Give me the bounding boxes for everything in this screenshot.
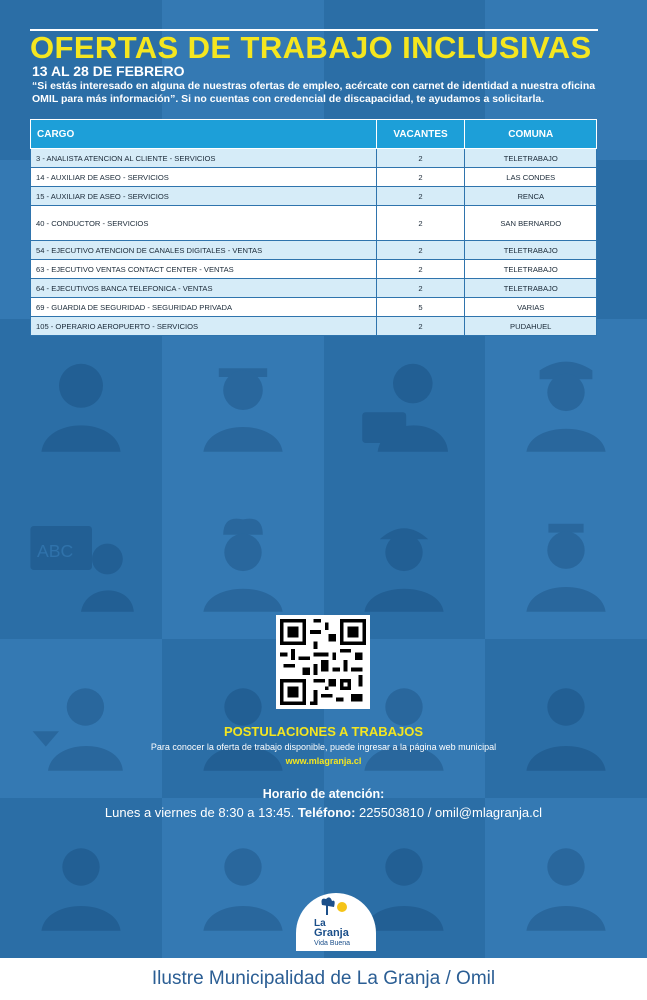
- cell-comuna: SAN BERNARDO: [465, 206, 597, 241]
- cell-vacantes: 2: [376, 187, 465, 206]
- column-header-vacantes: VACANTES: [376, 120, 465, 149]
- cell-cargo: 105 - OPERARIO AEROPUERTO - SERVICIOS: [31, 317, 377, 336]
- cell-cargo: 3 - ANALISTA ATENCION AL CLIENTE - SERVICIOS: [31, 149, 377, 168]
- cell-comuna: LAS CONDES: [465, 168, 597, 187]
- phone-label: Teléfono:: [297, 805, 356, 820]
- hours-line: [0, 805, 647, 820]
- job-offers-table: [30, 119, 597, 336]
- cell-comuna: TELETRABAJO: [465, 279, 597, 298]
- table-row: [31, 298, 597, 317]
- table-row: [31, 187, 597, 206]
- cell-vacantes: 2: [376, 317, 465, 336]
- phone-contact: 225503810 / omil@mlagranja.cl: [355, 805, 543, 820]
- website-link[interactable]: www.mlagranja.cl: [285, 756, 362, 766]
- municipality-logo: [296, 893, 376, 951]
- cell-vacantes: 2: [376, 168, 465, 187]
- background-tile-text: ABC: [36, 540, 74, 561]
- cell-vacantes: 2: [376, 149, 465, 168]
- cell-comuna: TELETRABAJO: [465, 241, 597, 260]
- table-row: [31, 279, 597, 298]
- intro-text: “Si estás interesado en alguna de nuestras ofertas de empleo, acércate con carnet de identidad a nuestra oficina OMIL para más información”. Si no cuentas con credencial de discapacidad, te ayudamos a solicitarla.: [32, 80, 596, 105]
- hours-schedule: Lunes a viernes de 8:30 a 13:45.: [104, 805, 295, 820]
- cell-cargo: 64 - EJECUTIVOS BANCA TELEFONICA - VENTAS: [31, 279, 377, 298]
- cell-cargo: 69 - GUARDIA DE SEGURIDAD - SEGURIDAD PRIVADA: [31, 298, 377, 317]
- table-header-row: [31, 120, 597, 149]
- cell-vacantes: 2: [376, 260, 465, 279]
- date-range: 13 AL 28 DE FEBRERO: [32, 63, 185, 79]
- cell-cargo: 14 - AUXILIAR DE ASEO - SERVICIOS: [31, 168, 377, 187]
- hours-title: Horario de atención:: [262, 787, 385, 801]
- table-row: [31, 149, 597, 168]
- logo-text-la: La: [314, 918, 326, 929]
- cell-vacantes: 5: [376, 298, 465, 317]
- table-row: [31, 260, 597, 279]
- page-title: OFERTAS DE TRABAJO INCLUSIVAS: [30, 30, 592, 65]
- logo-mark-icon: [322, 897, 348, 915]
- cell-cargo: 54 - EJECUTIVO ATENCION DE CANALES DIGITALES - VENTAS: [31, 241, 377, 260]
- cell-comuna: PUDAHUEL: [465, 317, 597, 336]
- cell-cargo: 63 - EJECUTIVO VENTAS CONTACT CENTER - VENTAS: [31, 260, 377, 279]
- table-row: [31, 206, 597, 241]
- cell-vacantes: 2: [376, 279, 465, 298]
- cell-comuna: TELETRABAJO: [465, 149, 597, 168]
- footer-text: Ilustre Municipalidad de La Granja / Omil: [151, 968, 496, 989]
- footer: [0, 958, 647, 1000]
- logo-text-granja: Granja: [314, 927, 349, 939]
- qr-code[interactable]: [276, 615, 370, 709]
- cell-cargo: 40 - CONDUCTOR - SERVICIOS: [31, 206, 377, 241]
- logo-tagline: Vida Buena: [314, 940, 351, 947]
- cell-vacantes: 2: [376, 241, 465, 260]
- applications-text: Para conocer la oferta de trabajo disponible, puede ingresar a la página web municipal: [150, 742, 497, 752]
- cell-comuna: VARIAS: [465, 298, 597, 317]
- column-header-cargo: CARGO: [31, 120, 377, 149]
- table-row: [31, 168, 597, 187]
- cell-comuna: RENCA: [465, 187, 597, 206]
- column-header-comuna: COMUNA: [465, 120, 597, 149]
- table-row: [31, 241, 597, 260]
- cell-vacantes: 2: [376, 206, 465, 241]
- table-row: [31, 317, 597, 336]
- applications-title: POSTULACIONES A TRABAJOS: [223, 724, 424, 739]
- cell-comuna: TELETRABAJO: [465, 260, 597, 279]
- cell-cargo: 15 - AUXILIAR DE ASEO - SERVICIOS: [31, 187, 377, 206]
